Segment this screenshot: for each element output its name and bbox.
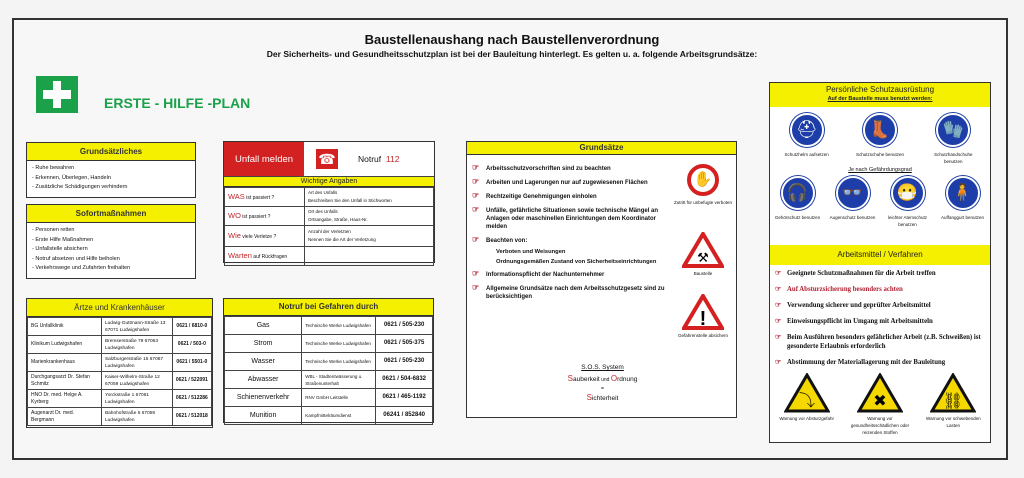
ppe-sign — [773, 176, 823, 228]
fall-hazard-icon — [776, 373, 838, 415]
name-cell: Gas — [225, 317, 302, 335]
sub-item: Verboten und Weisungen — [496, 249, 566, 255]
info-line: Beschreiben Sie den Unfall in Stichworten — [308, 198, 392, 203]
phone-cell: 0621 / 6810-0 — [172, 318, 211, 336]
table-row — [28, 318, 212, 336]
suspended-load-icon — [922, 373, 984, 415]
ppe-4-icon: 👓 — [836, 176, 870, 210]
warning-label: Warnung vor gesundheitsschädlichen oder reizenden Stoffen — [850, 416, 910, 435]
svg-text:⛓: ⛓ — [943, 393, 964, 410]
question-cell — [225, 207, 305, 226]
name-cell: BG Unfallklinik — [28, 318, 102, 336]
unfall-row — [225, 207, 434, 226]
list-item: - Erste Hilfe Maßnahmen — [32, 236, 94, 243]
no-entry-sign: ✋ Zutritt für unbefugte verboten — [673, 164, 733, 206]
table-row — [28, 336, 212, 354]
warning-signs-row — [770, 373, 990, 436]
baustelle-sign: ⚒ Baustelle — [673, 232, 733, 277]
ppe-label: Schutzhandschuhe benutzen — [934, 152, 973, 164]
psa-box — [769, 82, 991, 443]
ppe-sign — [883, 176, 933, 228]
list-item: - Verkehrswege und Zufahrten freihalten — [32, 265, 131, 271]
danger-warning-icon — [682, 294, 724, 330]
svg-text:✖: ✖ — [873, 393, 887, 410]
table-row — [28, 390, 212, 408]
notruf-number: 112 — [385, 154, 400, 164]
question-cell — [225, 226, 305, 247]
ppe-6-icon: 🧍 — [946, 176, 980, 210]
table-row — [28, 408, 212, 426]
phone-cell: 06241 / 852840 — [376, 407, 433, 425]
grundsaetze-header: Grundsätze — [467, 142, 736, 155]
page-title: Baustellenaushang nach Baustellenverordnung — [364, 32, 660, 47]
sos-equals: = — [601, 386, 604, 392]
question-cell — [225, 247, 305, 266]
grundsaetzliches-box — [26, 142, 196, 198]
question-key: Warten — [228, 250, 252, 260]
unfall-row — [225, 247, 434, 266]
procedure-item: ☞ Auf Absturzsicherung besonders achten — [773, 285, 987, 294]
ppe-label: Schutzschuhe benutzen — [855, 152, 904, 157]
detail-cell: Ludwig-Guttmann-Straße 13 67071 Ludwigshafen — [101, 318, 172, 336]
ppe-1-icon: 👢 — [863, 113, 897, 147]
phone-cell: 0621 / 505-375 — [376, 335, 433, 353]
name-cell: Augenarzt Dr. med. Bergmann — [28, 408, 102, 426]
question-rest: auf Rückfragen — [251, 253, 288, 260]
name-cell: Wasser — [225, 353, 302, 371]
principle-item: ☞ Beachten von: — [472, 237, 667, 245]
ppe-sign — [782, 113, 832, 165]
sos-line1: Sauberkeit und Ordnung — [567, 374, 638, 383]
psa-header: Persönliche Schutzausrüstung Auf der Baustelle muss benutzt werden: — [770, 83, 990, 107]
detail-cell: Kampfmittelräumdienst — [302, 407, 376, 425]
gefahrenstelle-sign: ! Gefahrenstelle absichern — [673, 294, 733, 339]
info-line: Ort des Unfalls — [308, 209, 338, 214]
procedure-item: ☞ Abstimmung der Materiallagerung mit der Bauleitung — [773, 358, 987, 367]
arbeitsmittel-header: Arbeitsmittel / Verfahren — [770, 245, 990, 265]
detail-cell: Bremserstraße 79 67063 Ludwigshafen — [101, 336, 172, 354]
phone-cell: 0621 / 505-230 — [376, 353, 433, 371]
warning-label: Warnung vor Absturzgefahr — [779, 416, 834, 421]
info-cell — [305, 226, 434, 247]
harmful-substance-icon — [849, 373, 911, 415]
name-cell: Durchgangsarzt Dr. Stefan Schmitz — [28, 372, 102, 390]
name-cell: Strom — [225, 335, 302, 353]
grundsaetze-list — [467, 155, 667, 301]
gefahren-header: Notruf bei Gefahren durch — [224, 299, 433, 316]
detail-cell: Yorckstraße 1 67061 Ludwigshafen — [101, 390, 172, 408]
procedure-item: ☞ Beim Ausführen besonders gefährlicher Arbeit (z.B. Schweißen) ist gesonderte Erlaubnis erforderlich — [773, 333, 987, 351]
list-item: - Zusätzliche Schädigungen verhindern — [32, 184, 128, 190]
list-item: - Unfallstelle absichern — [32, 246, 88, 252]
table-row — [225, 353, 433, 371]
svg-text:⚒: ⚒ — [697, 250, 709, 265]
psa-top-row — [770, 107, 990, 165]
warning-sign — [922, 373, 984, 436]
info-cell — [305, 207, 434, 226]
table-row — [225, 371, 433, 389]
table-row — [225, 407, 433, 425]
principle-item: ☞ Informationspflicht der Nachunternehmer — [472, 271, 667, 279]
info-cell — [305, 188, 434, 207]
detail-cell: Technische Werke Ludwigshafen — [302, 317, 376, 335]
ppe-sign — [855, 113, 905, 165]
principle-item: ☞ Arbeitsschutzvorschriften sind zu beachten — [472, 165, 667, 173]
ppe-label: Auffanggurt benutzen — [941, 215, 984, 220]
list-item: - Ruhe bewahren — [32, 165, 75, 171]
detail-cell: Kaiser-Wilhelm-Straße 12 67059 Ludwigshafen — [101, 372, 172, 390]
psa-mid-label: Je nach Gefährdungsgrad — [848, 167, 912, 173]
grundsaetzliches-header: Grundsätzliches — [27, 143, 195, 161]
question-key: WAS — [228, 191, 245, 201]
table-row — [28, 354, 212, 372]
sofortmassnahmen-header: Sofortmaßnahmen — [27, 205, 195, 223]
sofortmassnahmen-list — [27, 223, 195, 277]
info-line: Ortsangabe, Straße, Haus-Nr. — [308, 217, 368, 222]
ppe-5-icon: 😷 — [891, 176, 925, 210]
aerzte-header: Ärtze und Krankenhäuser — [27, 299, 212, 317]
info-line: Anzahl der Verletzten — [308, 229, 351, 234]
table-row — [225, 317, 433, 335]
gefahren-table — [224, 316, 433, 425]
phone-cell: 0621 / 504-6832 — [376, 371, 433, 389]
name-cell: Abwasser — [225, 371, 302, 389]
question-key: Wie — [228, 230, 241, 240]
sos-line2: Sichterheit — [586, 393, 619, 402]
detail-cell: Technische Werke Ludwigshafen — [302, 335, 376, 353]
table-row — [225, 389, 433, 407]
warning-label: Warnung vor schwebenden Lasten — [926, 416, 981, 428]
unfall-row — [225, 226, 434, 247]
wichtige-angaben-header: Wichtige Angaben — [224, 177, 434, 187]
no-entry-icon: ✋ — [687, 164, 719, 196]
construction-warning-icon — [682, 232, 724, 268]
question-key: WO — [228, 210, 241, 220]
ppe-0-icon: ⛑ — [790, 113, 824, 147]
unfall-melden-label: Unfall melden — [224, 142, 304, 176]
name-cell: Schienenverkehr — [225, 389, 302, 407]
procedure-item: ☞ Einweisungspflicht im Umgang mit Arbeitsmitteln — [773, 317, 987, 326]
question-rest: ist passiert ? — [244, 194, 275, 201]
phone-cell: 0621 / 465-1192 — [376, 389, 433, 407]
unfall-table — [224, 187, 434, 266]
list-item: - Personen retten — [32, 227, 75, 233]
ppe-label: Augenschutz benutzen — [829, 215, 876, 220]
info-line: Nennen Sie die Art der Verletzung — [308, 237, 376, 242]
telephone-icon: ☎ — [316, 149, 338, 169]
detail-cell: WBL - Stadtentwässerung u. Straßenunterhalt — [302, 371, 376, 389]
warning-sign — [776, 373, 838, 436]
ppe-label: Schutzhelm aufsetzen — [784, 152, 829, 157]
info-cell — [305, 247, 434, 266]
svg-text:!: ! — [699, 308, 707, 330]
phone-cell: 0621 / 5501-0 — [172, 354, 211, 372]
name-cell: HNO Dr. med. Helge A. Kyrberg — [28, 390, 102, 408]
aerzte-table — [27, 317, 212, 426]
name-cell: Marienkrankenhaus — [28, 354, 102, 372]
detail-cell: Technische Werke Ludwigshafen — [302, 353, 376, 371]
principle-item: ☞ Rechtzeitige Genehmigungen einholen — [472, 193, 667, 201]
phone-cell: 0621 / 512018 — [172, 408, 211, 426]
grundsaetzliches-list — [27, 161, 195, 196]
phone-cell: 0621 / 512286 — [172, 390, 211, 408]
first-aid-title: ERSTE - HILFE -PLAN — [104, 95, 251, 111]
name-cell: Klinikum Ludwigshafen — [28, 336, 102, 354]
list-item: - Erkennen, Überlegen, Handeln — [32, 174, 111, 181]
list-item: - Notruf absetzen und Hilfe beiholen — [32, 255, 120, 262]
ppe-sign — [828, 176, 878, 228]
ppe-sign — [928, 113, 978, 165]
unfall-melden-box — [223, 141, 435, 263]
phone-cell: 0621 / 503-0 — [172, 336, 211, 354]
warning-sign — [849, 373, 911, 436]
psa-bottom-row — [770, 173, 990, 228]
question-cell — [225, 188, 305, 207]
aerzte-box — [26, 298, 213, 428]
svg-text:⤵: ⤵ — [798, 393, 815, 410]
procedure-item: ☞ Verwendung sicherer und geprüfter Arbeitsmittel — [773, 301, 987, 310]
ppe-label: Gehörschutz benutzen — [774, 215, 821, 220]
table-row — [225, 335, 433, 353]
grundsaetze-box — [466, 141, 737, 418]
ppe-label: leichter Atemschutz benutzen — [887, 215, 928, 227]
unfall-row — [225, 188, 434, 207]
phone-cell: 0621 / 505-230 — [376, 317, 433, 335]
ppe-3-icon: 🎧 — [781, 176, 815, 210]
table-row — [28, 372, 212, 390]
sofortmassnahmen-box — [26, 204, 196, 279]
principle-item: ☞ Unfälle, gefährliche Situationen sowie technische Mängel an Anlagen oder maschinellen Einrichtungen dem Koordinator melden — [472, 207, 667, 231]
info-line: Art des Unfalls — [308, 190, 338, 195]
principle-item: ☞ Arbeiten und Lagerungen nur auf zugewiesenen Flächen — [472, 179, 667, 187]
procedure-item: ☞ Geeignete Schutzmaßnahmen für die Arbeit treffen — [773, 269, 987, 278]
ppe-sign — [938, 176, 988, 228]
sub-item: Ordnungsgemäßen Zustand von Sicherheitseinrichtungen — [496, 259, 657, 265]
question-rest: viele Verletze ? — [240, 233, 277, 240]
name-cell: Munition — [225, 407, 302, 425]
gefahren-box — [223, 298, 434, 423]
ppe-2-icon: 🧤 — [936, 113, 970, 147]
sos-title: S.O.S. System — [581, 364, 624, 371]
question-rest: ist passiert ? — [240, 213, 271, 220]
phone-cell: 0621 / 522091 — [172, 372, 211, 390]
principle-item: ☞ Allgemeine Grundsätze nach dem Arbeitsschutzgesetz sind zu berücksichtigen — [472, 285, 667, 301]
notruf-label: Notruf — [358, 154, 382, 164]
arbeitsmittel-list — [773, 269, 987, 374]
detail-cell: Bahnhofstraße 5 67059 Ludwigshafen — [101, 408, 172, 426]
detail-cell: Salzburgerstraße 15 67067 Ludwigshafen — [101, 354, 172, 372]
detail-cell: RNV GmbH Leitstelle — [302, 389, 376, 407]
green-cross-icon — [36, 76, 78, 113]
page-subtitle: Der Sicherheits- und Gesundheitsschutzplan ist bei der Bauleitung hinterlegt. Es gelten u. a. folgende Arbeitsgrundsätze: — [266, 49, 758, 59]
